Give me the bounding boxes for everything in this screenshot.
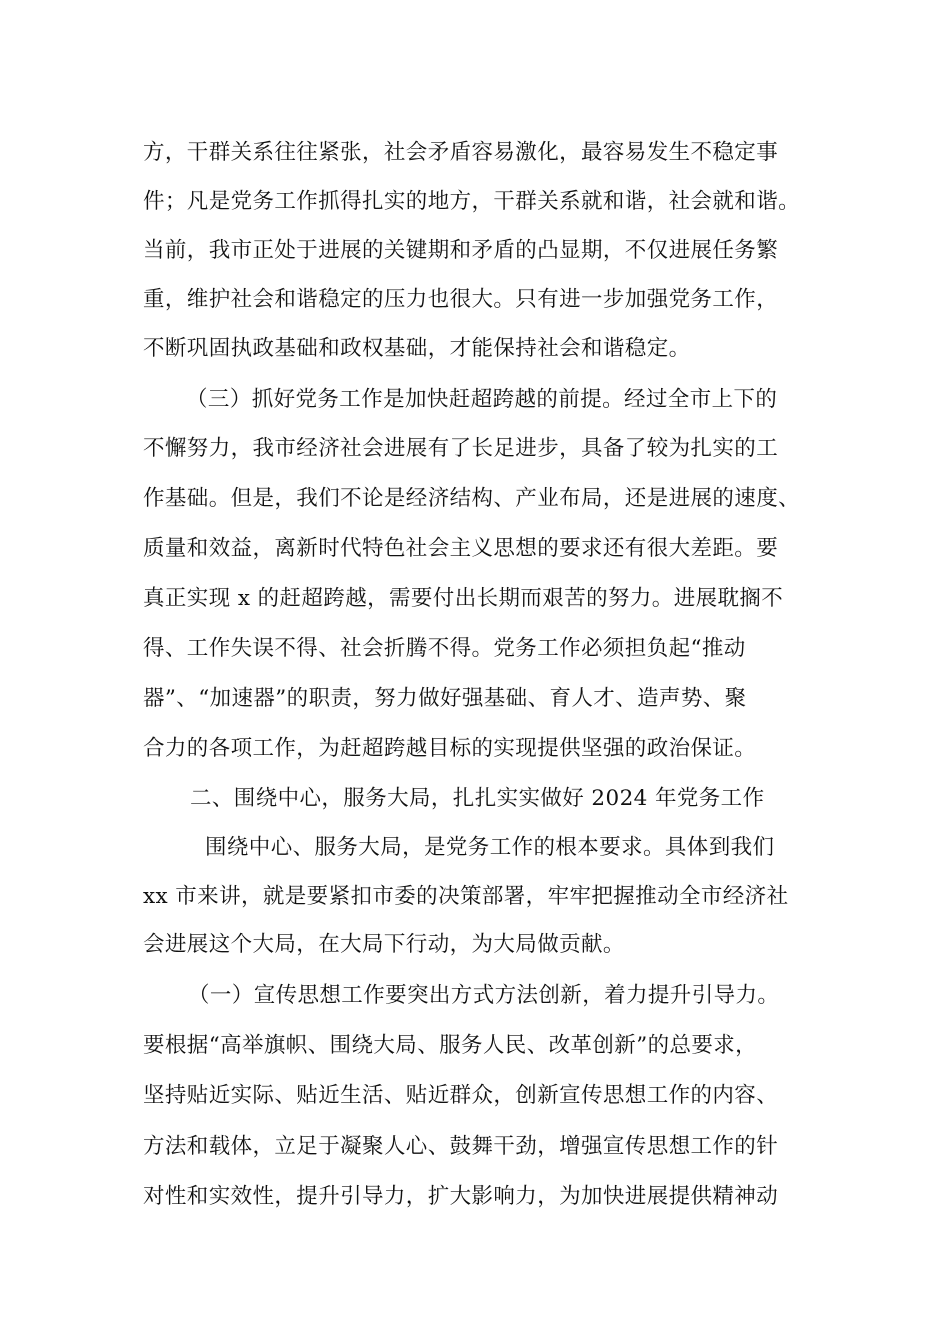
- text-line: 对性和实效性，提升引导力，扩大影响力，为加快进展提供精神动: [143, 1184, 779, 1209]
- section-heading: （一）宣传思想工作要突出方式方法创新，着力提升引导力。: [188, 983, 780, 1008]
- paragraph-start: 围绕中心、服务大局，是党务工作的根本要求。具体到我们: [205, 835, 775, 860]
- text-line: 质量和效益，离新时代特色社会主义思想的要求还有很大差距。要: [143, 536, 779, 561]
- text-line: 方法和载体，立足于凝聚人心、鼓舞干劲，增强宣传思想工作的针: [143, 1134, 779, 1159]
- chapter-heading: 二、围绕中心，服务大局，扎扎实实做好 2024 年党务工作: [190, 786, 765, 811]
- text-line: 作基础。但是，我们不论是经济结构、产业布局，还是进展的速度、: [143, 486, 801, 511]
- text-line: xx 市来讲，就是要紧扣市委的决策部署，牢牢把握推动全市经济社: [143, 884, 789, 909]
- text-line: 合力的各项工作，为赶超跨越目标的实现提供坚强的政治保证。: [143, 736, 757, 761]
- text-line: 件；凡是党务工作抓得扎实的地方，干群关系就和谐，社会就和谐。: [143, 189, 801, 214]
- text-line: 真正实现 x 的赶超跨越，需要付出长期而艰苦的努力。进展耽搁不: [143, 586, 784, 611]
- text-line: 当前，我市正处于进展的关键期和矛盾的凸显期，不仅进展任务繁: [143, 238, 779, 263]
- text-line: 方，干群关系往往紧张，社会矛盾容易激化，最容易发生不稳定事: [143, 140, 779, 165]
- text-line: 不懈努力，我市经济社会进展有了长足进步，具备了较为扎实的工: [143, 436, 779, 461]
- text-line: 会进展这个大局，在大局下行动，为大局做贡献。: [143, 932, 625, 957]
- text-line: 坚持贴近实际、贴近生活、贴近群众，创新宣传思想工作的内容、: [143, 1083, 779, 1108]
- section-heading: （三）抓好党务工作是加快赶超跨越的前提。经过全市上下的: [186, 387, 778, 412]
- text-line: 要根据“高举旗帜、围绕大局、服务人民、改革创新”的总要求，: [143, 1033, 758, 1058]
- text-line: 重，维护社会和谐稳定的压力也很大。只有进一步加强党务工作，: [143, 287, 779, 312]
- text-line: 不断巩固执政基础和政权基础，才能保持社会和谐稳定。: [143, 336, 691, 361]
- text-line: 器”、“加速器”的职责，努力做好强基础、育人才、造声势、聚: [143, 686, 747, 711]
- text-line: 得、工作失误不得、社会折腾不得。党务工作必须担负起“推动: [143, 636, 746, 661]
